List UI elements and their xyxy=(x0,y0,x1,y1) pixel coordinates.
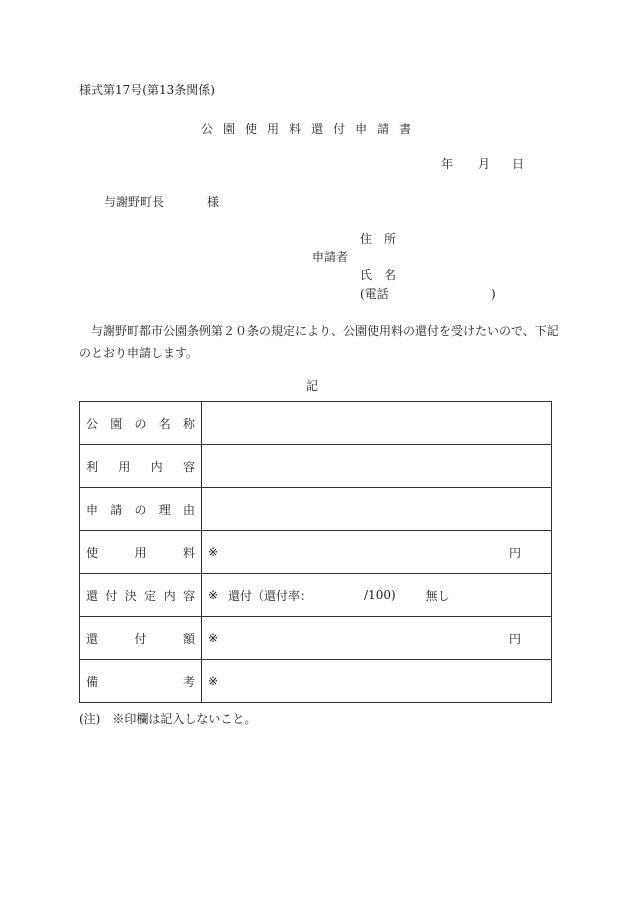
row-label xyxy=(80,415,201,432)
row-label-char: 請 xyxy=(110,502,123,517)
record-heading: 記 xyxy=(306,379,319,393)
row-label-cell xyxy=(80,445,202,488)
row-label xyxy=(80,501,201,518)
title-char: 料 xyxy=(289,122,312,136)
row-label-char: 内 xyxy=(150,459,163,474)
date-day: 日 xyxy=(512,157,525,171)
office-use-mark: ※ xyxy=(208,545,219,559)
row-label-cell xyxy=(80,488,202,531)
row-value xyxy=(202,630,551,647)
row-label-char: 付 xyxy=(105,588,118,603)
table-row xyxy=(80,531,552,574)
office-use-mark: ※ xyxy=(208,674,219,688)
addressee: 与謝野町長 xyxy=(104,195,165,209)
title-char: 使 xyxy=(245,122,268,136)
row-label-char: 額 xyxy=(182,631,195,646)
row-label-char: 用 xyxy=(134,545,147,560)
row-value xyxy=(202,587,551,604)
title-char: 申 xyxy=(355,122,378,136)
table-row xyxy=(80,488,552,531)
row-value-cell[interactable] xyxy=(202,445,552,488)
row-label xyxy=(80,458,201,475)
application-table xyxy=(79,401,552,703)
row-label-char: 用 xyxy=(118,459,131,474)
row-label-char: 定 xyxy=(144,588,157,603)
date-year: 年 xyxy=(441,157,454,171)
row-label-char: の xyxy=(134,416,147,431)
table-row xyxy=(80,660,552,703)
phone-label: (電話 xyxy=(360,287,389,301)
row-label-char: 容 xyxy=(182,459,195,474)
row-label-char: 決 xyxy=(124,588,137,603)
no-refund-label: 無し xyxy=(425,588,450,603)
title-char: 還 xyxy=(311,122,334,136)
row-label-char: 備 xyxy=(86,674,99,689)
refund-rate-suffix: /100) xyxy=(364,588,396,602)
refund-label: 還付（還付率： xyxy=(228,588,313,603)
row-label-char: 内 xyxy=(163,588,176,603)
row-label-cell xyxy=(80,574,202,617)
row-label-cell xyxy=(80,402,202,445)
row-value-cell[interactable] xyxy=(202,574,552,617)
title-char: 請 xyxy=(377,122,400,136)
title-char: 園 xyxy=(223,122,246,136)
row-label-cell xyxy=(80,617,202,660)
form-number: 様式第17号(第13条関係) xyxy=(79,83,215,97)
row-value-cell[interactable] xyxy=(202,531,552,574)
row-label xyxy=(80,544,201,561)
row-label-char: 料 xyxy=(182,545,195,560)
body-line-2: のとおり申請します。 xyxy=(79,346,199,360)
row-label-char: 理 xyxy=(158,502,171,517)
footnote: (注) ※印欄は記入しないこと。 xyxy=(79,712,257,726)
row-label-char: 園 xyxy=(110,416,123,431)
body-line-1: 与謝野町都市公園条例第２０条の規定により、公園使用料の還付を受けたいので、下記 xyxy=(91,324,559,338)
row-label-char: 由 xyxy=(182,502,195,517)
row-label-cell xyxy=(80,531,202,574)
row-label-char: 容 xyxy=(182,588,195,603)
title-char: 用 xyxy=(267,122,290,136)
row-label-char: 申 xyxy=(86,502,99,517)
name-label: 氏 名 xyxy=(360,268,397,282)
row-value xyxy=(202,674,551,688)
row-label-char: 還 xyxy=(86,588,99,603)
row-value-cell[interactable] xyxy=(202,402,552,445)
row-label-char: 名 xyxy=(158,416,171,431)
row-label-char: 利 xyxy=(86,459,99,474)
application-body xyxy=(79,320,559,364)
title-char: 書 xyxy=(399,122,422,136)
row-label-char: 付 xyxy=(134,631,147,646)
row-label-char: 使 xyxy=(86,545,99,560)
row-value xyxy=(202,544,551,561)
table-row xyxy=(80,445,552,488)
row-label-char: 考 xyxy=(182,674,195,689)
row-label-char: の xyxy=(134,502,147,517)
office-use-mark: ※ xyxy=(208,588,219,602)
row-label xyxy=(80,587,201,604)
table-row xyxy=(80,617,552,660)
row-label xyxy=(80,630,201,647)
unit-label: 円 xyxy=(508,631,521,646)
row-label-char: 還 xyxy=(86,631,99,646)
form-title xyxy=(201,122,421,136)
addressee-honorific: 様 xyxy=(207,195,220,209)
phone-close-paren: ) xyxy=(491,287,496,301)
table-row xyxy=(80,402,552,445)
applicant-label: 申請者 xyxy=(312,250,349,264)
row-label-char: 公 xyxy=(86,416,99,431)
title-char: 公 xyxy=(201,122,224,136)
row-value-cell[interactable] xyxy=(202,617,552,660)
unit-label: 円 xyxy=(508,545,521,560)
row-value-cell[interactable] xyxy=(202,660,552,703)
address-label: 住 所 xyxy=(360,232,397,246)
row-label xyxy=(80,673,201,690)
row-value-cell[interactable] xyxy=(202,488,552,531)
row-label-char: 称 xyxy=(182,416,195,431)
date-month: 月 xyxy=(478,157,491,171)
row-label-cell xyxy=(80,660,202,703)
title-char: 付 xyxy=(333,122,356,136)
office-use-mark: ※ xyxy=(208,631,219,645)
table-row xyxy=(80,574,552,617)
